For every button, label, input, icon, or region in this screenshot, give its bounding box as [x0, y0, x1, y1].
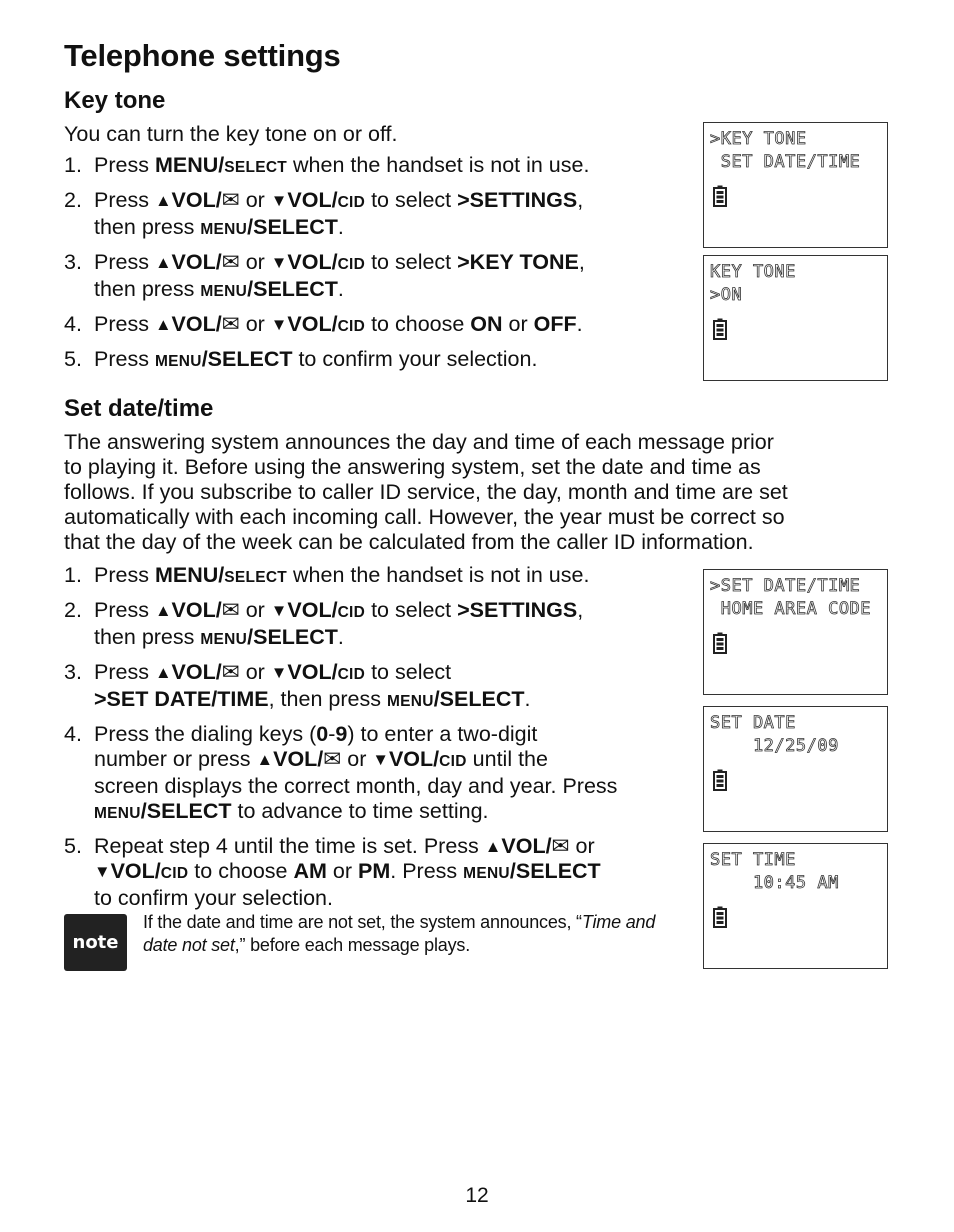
step-number: 5. — [64, 347, 82, 371]
key-tone-steps — [64, 153, 704, 382]
step-text: until the — [466, 747, 548, 771]
screen-line: >SET DATE/TIME — [710, 576, 861, 596]
step-text: ) to enter a two-digit — [347, 722, 538, 746]
step-text: or — [502, 312, 534, 336]
step-item — [64, 188, 704, 242]
note-badge-icon — [64, 914, 127, 971]
step-text: when the handset is not in use. — [287, 563, 590, 587]
key-name: OFF — [533, 312, 577, 336]
step-number: 2. — [64, 598, 82, 622]
key-name-small: CID — [337, 318, 366, 335]
key-name: VOL/ — [501, 834, 552, 858]
key-name: /SELECT — [247, 277, 338, 301]
key-name: /SELECT — [201, 347, 293, 371]
intro-line: automatically with each incoming call. However, the year must be correct so — [64, 505, 785, 529]
key-name: VOL/ — [287, 250, 338, 274]
step-number: 3. — [64, 660, 82, 684]
down-arrow-icon: ▼ — [270, 315, 288, 334]
step-text: . Press — [390, 859, 464, 883]
key-name: VOL/ — [388, 747, 440, 771]
screen-line: 12/25/09 — [710, 736, 839, 756]
screen-line: KEY TONE — [710, 262, 796, 282]
note-text-before: If the date and time are not set, the system announces, “ — [143, 912, 582, 932]
step-text: or — [569, 834, 595, 858]
step-number: 4. — [64, 722, 82, 746]
key-name: AM — [293, 859, 327, 883]
battery-icon — [713, 632, 727, 654]
key-name-small: MENU — [463, 865, 510, 882]
note-text — [143, 911, 693, 957]
intro-line: follows. If you subscribe to caller ID service, the day, month and time are set — [64, 480, 788, 504]
key-name: VOL/ — [171, 312, 222, 336]
step-text: . — [576, 312, 583, 336]
page-title: Telephone settings — [64, 38, 341, 73]
step-item — [64, 722, 694, 826]
battery-icon — [713, 318, 727, 340]
down-arrow-icon: ▼ — [270, 601, 288, 620]
screen-line: >KEY TONE — [710, 129, 807, 149]
step-text: then press — [94, 215, 201, 239]
key-name: MENU/ — [154, 153, 225, 177]
step-text: to choose — [188, 859, 294, 883]
step-text: to select — [365, 598, 458, 622]
key-name-small: MENU — [200, 283, 248, 300]
step-text: or — [341, 747, 373, 771]
step-item — [64, 598, 694, 652]
screen-line: >ON — [710, 285, 743, 305]
key-name: VOL/ — [287, 188, 338, 212]
set-date-time-heading: Set date/time — [64, 395, 214, 422]
key-name-small: CID — [337, 604, 366, 621]
key-name: 9 — [335, 722, 348, 746]
key-name-small: MENU — [154, 353, 202, 370]
key-tone-intro: You can turn the key tone on or off. — [64, 122, 398, 146]
handset-screen-key-tone-menu — [703, 122, 888, 248]
up-arrow-icon: ▲ — [154, 663, 172, 682]
step-text: Press — [94, 250, 155, 274]
battery-icon — [713, 185, 727, 207]
battery-icon — [713, 769, 727, 791]
screen-line: HOME AREA CODE — [710, 599, 872, 619]
step-text: or — [326, 859, 359, 883]
envelope-icon: ✉ — [221, 312, 240, 336]
key-name-small: MENU — [94, 805, 141, 822]
key-name-small: SELECT — [224, 159, 288, 176]
step-number: 1. — [64, 153, 82, 177]
handset-screen-set-time — [703, 843, 888, 969]
step-text: to confirm your selection. — [292, 347, 538, 371]
down-arrow-icon: ▼ — [270, 663, 288, 682]
key-name: ON — [470, 312, 503, 336]
key-name: VOL/ — [171, 188, 222, 212]
step-text: , — [577, 188, 584, 212]
step-text: . — [337, 215, 344, 239]
step-text: , — [578, 250, 585, 274]
key-name: VOL/ — [273, 747, 324, 771]
step-text: Press — [94, 563, 155, 587]
step-text: to select — [365, 250, 458, 274]
step-item — [64, 153, 704, 180]
up-arrow-icon: ▲ — [154, 315, 172, 334]
key-name: VOL/ — [287, 598, 338, 622]
envelope-icon: ✉ — [221, 250, 240, 274]
up-arrow-icon: ▲ — [256, 750, 274, 769]
step-item — [64, 834, 694, 911]
key-name: /SELECT — [140, 799, 232, 823]
step-item — [64, 660, 694, 714]
key-name: VOL/ — [287, 660, 338, 684]
step-text: . — [337, 277, 344, 301]
envelope-icon: ✉ — [551, 834, 570, 858]
step-text: , then press — [268, 687, 387, 711]
battery-icon — [713, 906, 727, 928]
step-number: 3. — [64, 250, 82, 274]
step-text: to advance to time setting. — [231, 799, 489, 823]
note-text-after: ,” before each message plays. — [234, 935, 470, 955]
step-text: to select — [365, 660, 452, 684]
envelope-icon: ✉ — [221, 188, 240, 212]
step-item — [64, 563, 694, 590]
key-name: VOL/ — [110, 859, 161, 883]
step-text: or — [239, 598, 271, 622]
set-date-time-intro — [64, 430, 884, 555]
down-arrow-icon: ▼ — [94, 862, 111, 881]
key-name-small: MENU — [200, 631, 248, 648]
key-name: >SETTINGS — [457, 188, 578, 212]
handset-screen-set-date — [703, 706, 888, 832]
key-name-small: CID — [439, 753, 467, 770]
up-arrow-icon: ▲ — [154, 253, 172, 272]
step-text: or — [239, 250, 271, 274]
step-text: Press — [94, 660, 155, 684]
envelope-icon: ✉ — [221, 598, 240, 622]
step-text: Repeat step 4 until the time is set. Press — [94, 834, 485, 858]
step-text: Press — [94, 153, 155, 177]
screen-line: 10:45 AM — [710, 873, 839, 893]
step-text: to confirm your selection. — [94, 886, 333, 910]
step-number: 1. — [64, 563, 82, 587]
step-text: or — [239, 660, 271, 684]
key-name: >KEY TONE — [457, 250, 579, 274]
step-text: when the handset is not in use. — [287, 153, 590, 177]
envelope-icon: ✉ — [323, 747, 342, 771]
step-text: then press — [94, 277, 201, 301]
key-name: PM — [358, 859, 391, 883]
step-text: Press — [94, 312, 155, 336]
key-name-small: CID — [160, 865, 189, 882]
key-name: /SELECT — [433, 687, 525, 711]
key-name: /SELECT — [247, 215, 338, 239]
key-name: VOL/ — [171, 660, 222, 684]
key-name: >SETTINGS — [457, 598, 578, 622]
step-item — [64, 312, 704, 339]
key-name-small: MENU — [386, 693, 434, 710]
step-text: . — [337, 625, 344, 649]
key-name: MENU/ — [154, 563, 225, 587]
key-tone-heading: Key tone — [64, 87, 166, 114]
step-text: . — [524, 687, 531, 711]
intro-line: The answering system announces the day and time of each message prior — [64, 430, 774, 454]
screen-line: SET DATE — [710, 713, 796, 733]
key-name-small: CID — [337, 194, 366, 211]
key-name-small: SELECT — [224, 569, 288, 586]
step-text: , — [577, 598, 584, 622]
step-text: - — [328, 722, 336, 746]
screen-line: SET TIME — [710, 850, 796, 870]
step-text: to select — [365, 188, 458, 212]
step-text: screen displays the correct month, day and year. Press — [94, 774, 618, 798]
up-arrow-icon: ▲ — [154, 601, 172, 620]
step-text: Press — [94, 188, 155, 212]
up-arrow-icon: ▲ — [484, 837, 502, 856]
down-arrow-icon: ▼ — [372, 750, 389, 769]
down-arrow-icon: ▼ — [270, 191, 288, 210]
step-text: Press the dialing keys ( — [94, 722, 317, 746]
step-number: 2. — [64, 188, 82, 212]
step-text: Press — [94, 347, 155, 371]
intro-line: that the day of the week can be calculated from the caller ID information. — [64, 530, 754, 554]
up-arrow-icon: ▲ — [154, 191, 172, 210]
key-name-small: CID — [337, 256, 366, 273]
down-arrow-icon: ▼ — [270, 253, 288, 272]
key-name: VOL/ — [171, 250, 222, 274]
key-name: 0 — [316, 722, 329, 746]
step-text: or — [239, 188, 271, 212]
page-number: 12 — [465, 1184, 489, 1207]
step-text: Press — [94, 598, 155, 622]
key-name: /SELECT — [247, 625, 338, 649]
step-item — [64, 250, 704, 304]
screen-line: SET DATE/TIME — [710, 152, 861, 172]
key-name-small: CID — [337, 666, 366, 683]
envelope-icon: ✉ — [221, 660, 240, 684]
handset-screen-set-date-menu — [703, 569, 888, 695]
step-number: 4. — [64, 312, 82, 336]
step-text: to choose — [365, 312, 471, 336]
intro-line: to playing it. Before using the answering system, set the date and time as — [64, 455, 761, 479]
key-name: /SELECT — [509, 859, 601, 883]
step-number: 5. — [64, 834, 82, 858]
key-name: VOL/ — [287, 312, 338, 336]
step-text: number or press — [94, 747, 257, 771]
key-name: VOL/ — [171, 598, 222, 622]
step-text: or — [239, 312, 271, 336]
key-name-small: MENU — [200, 221, 248, 238]
key-name: >SET DATE/TIME — [94, 687, 269, 711]
note-badge-label: note — [72, 932, 119, 953]
note-text-italic: Time and date not set — [143, 912, 656, 955]
step-text: then press — [94, 625, 201, 649]
set-date-time-steps — [64, 563, 694, 919]
step-item — [64, 347, 704, 374]
handset-screen-key-tone-on — [703, 255, 888, 381]
